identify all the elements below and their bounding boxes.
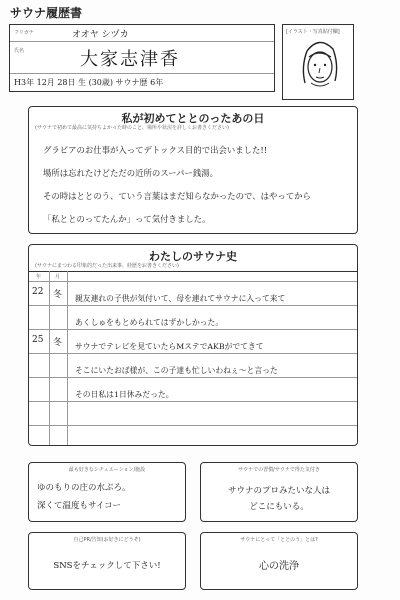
furigana-divider bbox=[10, 41, 274, 42]
history-header-divider bbox=[29, 271, 357, 272]
box-line: 心の洗浄 bbox=[259, 561, 299, 572]
history-entry-line: その日私は1日休みだった。 bbox=[75, 390, 174, 399]
history-title: わたしのサウナ史 bbox=[149, 250, 237, 263]
box-line: SNSをチェックして下さい! bbox=[53, 561, 161, 571]
face-sketch bbox=[293, 37, 345, 97]
profile-box bbox=[9, 24, 275, 92]
favorite-situation-box bbox=[28, 462, 186, 522]
box-label: 最も好きなシチュエーション/施設 bbox=[68, 467, 146, 473]
history-entry-text bbox=[75, 287, 285, 335]
first-day-line: 場所は忘れたけどただの近所のスーパー銭湯。 bbox=[43, 168, 219, 178]
totonou-meaning-box bbox=[200, 532, 358, 590]
box-label: サウナでの習慣/サウナで得た気付き bbox=[238, 467, 320, 473]
history-subtitle: (サウナにまつわる印象的だった出来事、経歴をお書きください) bbox=[35, 263, 179, 269]
first-day-title: 私が初めてととのったあの日 bbox=[121, 112, 265, 125]
history-col-divider-1 bbox=[49, 271, 50, 445]
doc-title: サウナ履歴書 bbox=[10, 6, 83, 20]
history-section bbox=[28, 244, 358, 446]
history-col-year: 年 bbox=[36, 274, 42, 280]
box-text bbox=[37, 479, 131, 515]
name-value: 大家志津香 bbox=[80, 49, 180, 70]
history-entry-year: 25 bbox=[32, 335, 44, 345]
history-entry-line: サウナでテレビを見ていたらMステでAKBがでてきて bbox=[75, 342, 264, 351]
box-line: どこにもいる。 bbox=[249, 502, 309, 512]
furigana-value: オオヤ シヅカ bbox=[72, 30, 129, 40]
name-label: 氏名 bbox=[14, 48, 25, 54]
box-text bbox=[201, 483, 357, 515]
history-col-divider-2 bbox=[67, 271, 68, 445]
self-pr-box bbox=[28, 532, 186, 590]
first-day-line: その時はととのう、ていう言葉はまだ知らなかったので、はやってから bbox=[43, 191, 311, 201]
history-entry-line: あくしゅをもとめられてはずかしかった。 bbox=[75, 318, 224, 327]
first-day-text bbox=[43, 139, 311, 231]
photo-box bbox=[282, 24, 354, 100]
history-entry-text bbox=[75, 335, 278, 407]
box-line: サウナのプロみたいな人は bbox=[227, 486, 330, 496]
history-col-month: 月 bbox=[55, 274, 61, 280]
first-day-line: 「私ととのってたんか」って気付きました。 bbox=[43, 214, 211, 224]
habit-box bbox=[200, 462, 358, 522]
history-row-line bbox=[29, 281, 357, 282]
box-text bbox=[29, 559, 185, 571]
box-line: ゆのもりの庄の水ぶろ。 bbox=[37, 483, 131, 493]
history-entry-year: 22 bbox=[32, 287, 44, 297]
box-line: 深くて温度もサイコー bbox=[37, 501, 122, 511]
history-entry-line: 親友連れの子供が気付いて、母を連れてサウナに入って来て bbox=[75, 294, 286, 303]
name-divider bbox=[10, 73, 274, 74]
history-entry-month: 冬 bbox=[53, 338, 63, 348]
furigana-label: フリガナ bbox=[14, 30, 34, 36]
photo-caption: [イラスト・写真貼付欄] bbox=[286, 29, 340, 35]
history-entry-month: 冬 bbox=[53, 290, 63, 300]
history-entry-line: そこにいたおば様が、この子達も忙しいわねぇ〜と言った bbox=[75, 366, 278, 375]
history-row-line bbox=[29, 425, 357, 426]
first-day-line: グラビアのお仕事が入ってデトックス目的で出会いました!! bbox=[43, 145, 268, 155]
box-label: サウナにとって「ととのう」とは? bbox=[240, 537, 318, 543]
first-day-subtitle: (サウナで初めて最高に気持ちよかった時のこと、場所や状況を詳しくお書きください) bbox=[35, 125, 229, 131]
box-text bbox=[201, 557, 357, 572]
birth-date-line: H3年 12月 28日 生 (30歳) サウナ歴 6年 bbox=[14, 78, 164, 87]
first-day-section bbox=[28, 106, 358, 234]
box-label: 自己PR/告知(お好きにどうぞ) bbox=[73, 537, 141, 543]
